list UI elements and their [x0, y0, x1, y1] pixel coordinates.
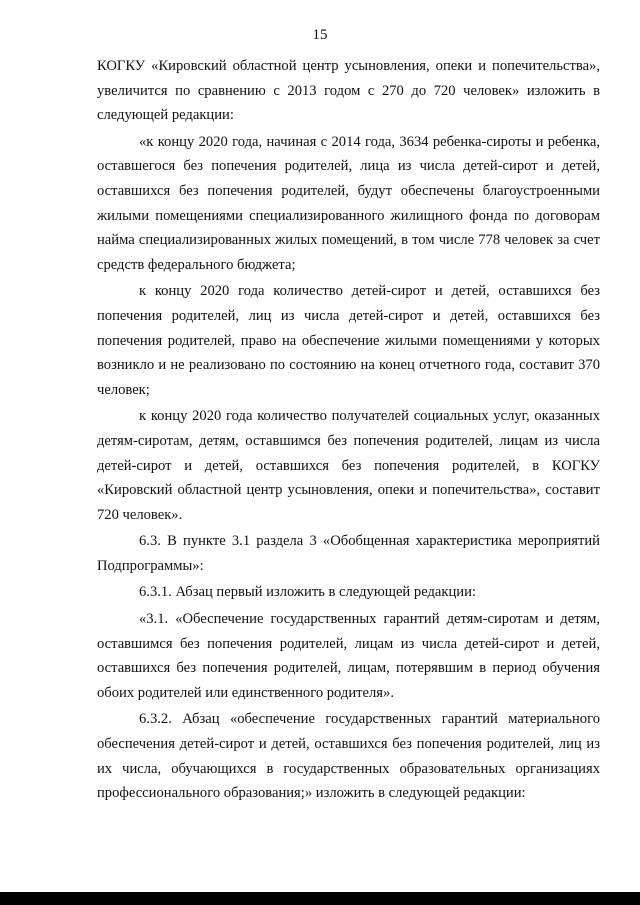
paragraph-8: 6.3.2. Абзац «обеспечение государственных гарантий материального обеспечения детей-сирот и детей, оставшихся без попечения родителей, лиц из их числа, обучающихся в государственных образовательных организациях профессионального образования;» изложить в следующей редакции:	[97, 711, 600, 802]
paragraph-7: «3.1. «Обеспечение государственных гарантий детям-сиротам и детям, оставшимся без попечения родителей, лицам из числа детей-сирот и детей, оставшихся без попечения родителей, лицам, потерявшим в период обучения обоих родителей или единственного родителя».	[97, 611, 600, 701]
page-number: 15	[312, 27, 328, 43]
paragraph-6: 6.3.1. Абзац первый изложить в следующей редакции:	[139, 584, 476, 601]
paragraph-3: к концу 2020 года количество детей-сирот и детей, оставшихся без попечения родителей, лиц из числа детей-сирот и детей, оставшихся без попечения родителей, право на обеспечение жилыми помещениями у которых возникло и не реализовано по состоянию на конец отчетного года, составит 370 человек;	[97, 283, 600, 398]
paragraph-5: 6.3. В пункте 3.1 раздела 3 «Обобщенная характеристика мероприятий Подпрограммы»:	[97, 533, 600, 574]
paragraph-1: КОГКУ «Кировский областной центр усыновления, опеки и попечительства», увеличится по сравнению с 2013 годом с 270 до 720 человек» изложить в следующей редакции:	[97, 58, 600, 124]
paragraph-2: «к концу 2020 года, начиная с 2014 года, 3634 ребенка-сироты и ребенка, оставшегося без попечения родителей, лица из числа детей-сирот и детей, оставшихся без попечения родителей, будут обеспечены благоустроенными жилыми помещениями специализированного жилищного фонда по договорам найма специализированных жилых помещений, в том числе 778 человек за счет средств федерального бюджета;	[97, 133, 600, 273]
paragraph-4: к концу 2020 года количество получателей социальных услуг, оказанных детям-сиротам, детям, оставшимся без попечения родителей, лицам из числа детей-сирот и детей, оставшихся без попечения родителей, в КОГКУ «Кировский областной центр усыновления, опеки и попечительства», составит 720 человек».	[97, 408, 600, 523]
scan-bottom-border	[0, 892, 640, 905]
document-body	[97, 54, 600, 808]
